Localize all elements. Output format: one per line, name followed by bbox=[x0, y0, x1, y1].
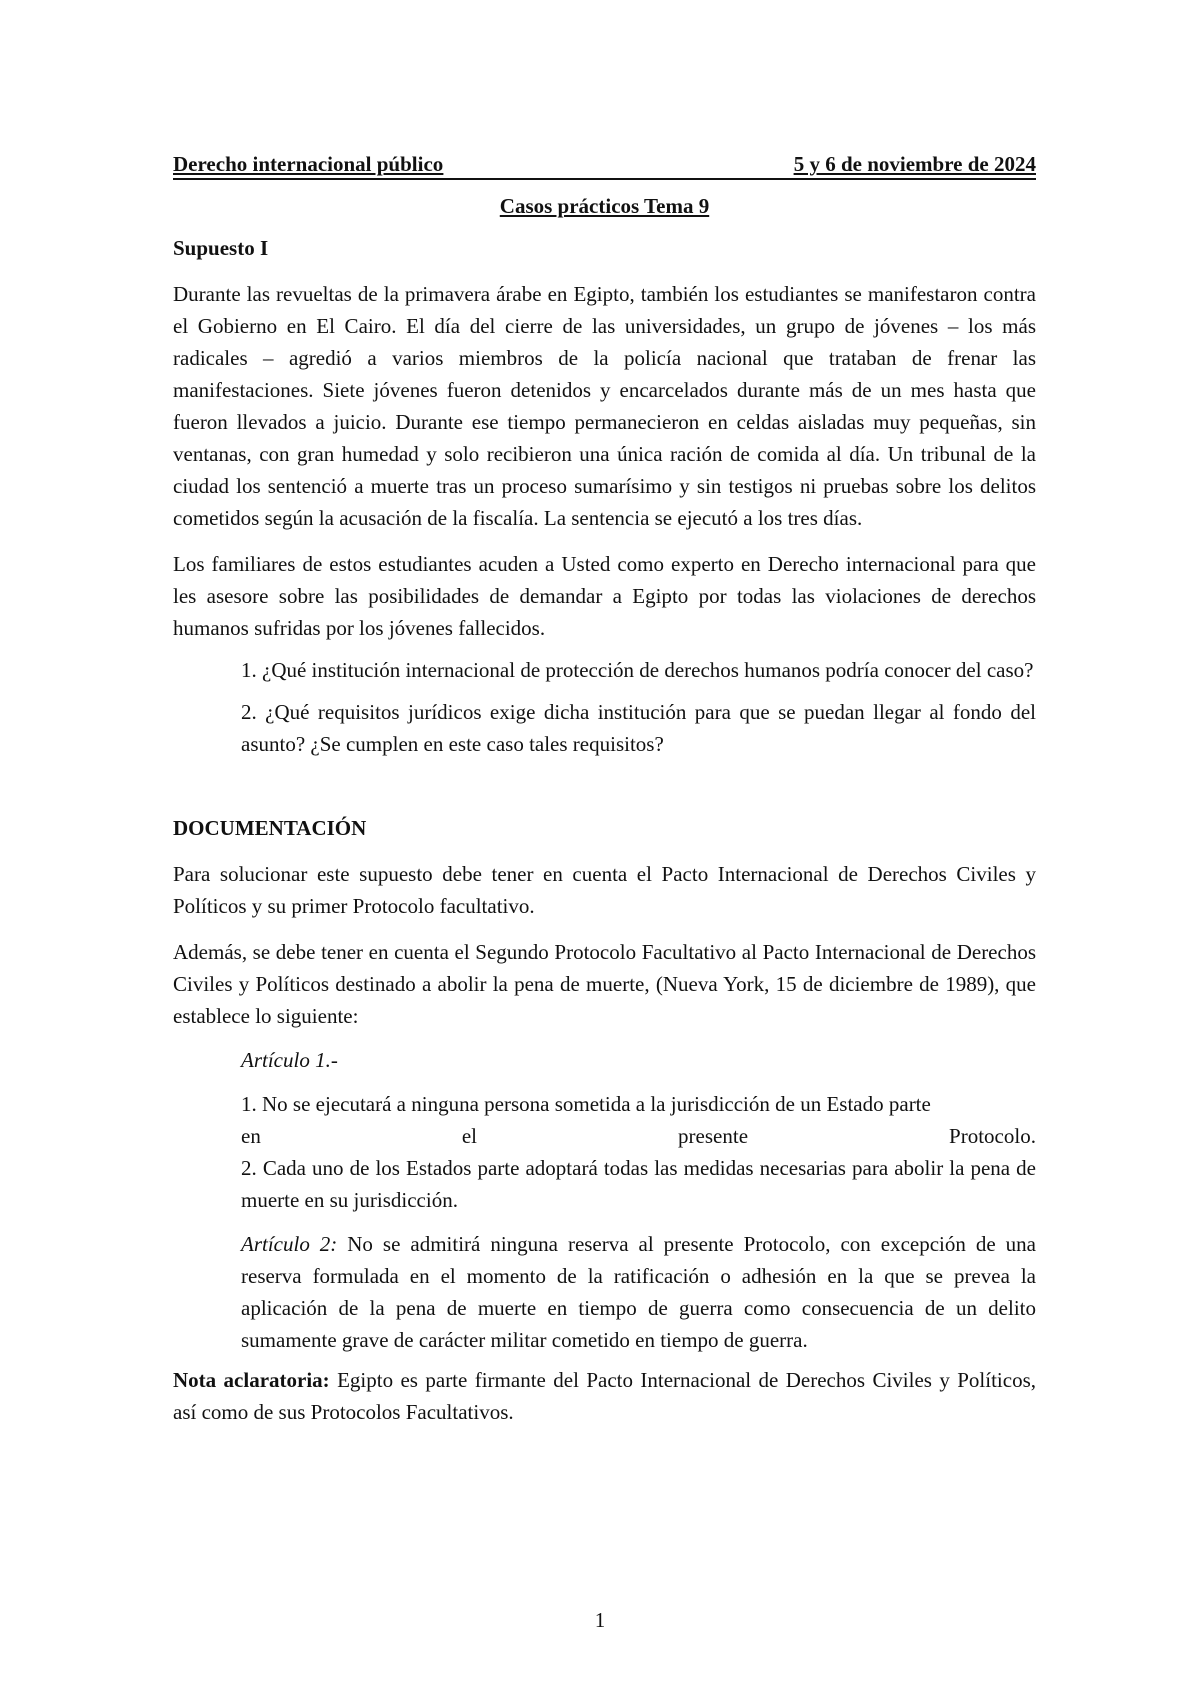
justified-word: en bbox=[241, 1124, 261, 1148]
session-date: 5 y 6 de noviembre de 2024 bbox=[793, 152, 1036, 176]
justified-word: presente bbox=[678, 1124, 749, 1148]
supuesto-heading: Supuesto I bbox=[173, 236, 269, 260]
page-number: 1 bbox=[594, 1608, 606, 1632]
nota-text: Egipto es parte firmante del Pacto Internacional de Derechos Civiles y Políticos, así como de sus Protocolos Facultativos. bbox=[173, 1368, 1036, 1424]
page-title: Casos prácticos Tema 9 bbox=[499, 194, 710, 218]
supuesto-paragraph-1: Durante las revueltas de la primavera árabe en Egipto, también los estudiantes se manifestaron contra el Gobierno en El Cairo. El día del cierre de las universidades, un grupo de jóvenes – los más radicales – agredió a varios miembros de la policía nacional que trataban de frenar las manifestaciones. Siete jóvenes fueron detenidos y encarcelados durante más de un mes hasta que fueron llevados a juicio. Durante ese tiempo permanecieron en celdas aisladas muy pequeñas, sin ventanas, con gran humedad y solo recibieron una única ración de comida al día. Un tribunal de la ciudad los sentenció a muerte tras un proceso sumarísimo y sin testigos ni pruebas sobre los delitos cometidos según la acusación de la fiscalía. La sentencia se ejecutó a los tres días. bbox=[173, 282, 1036, 530]
article-2-text: No se admitirá ninguna reserva al presente Protocolo, con excepción de una reserva formulada en el momento de la ratificación o adhesión en la que se prevea la aplicación de la pena de muerte en tiempo de guerra como consecuencia de un delito sumamente grave de carácter militar cometido en tiempo de guerra. bbox=[241, 1232, 1036, 1352]
question-1: 1. ¿Qué institución internacional de protección de derechos humanos podría conocer del caso? bbox=[241, 658, 1034, 682]
article-1-item-1-line-2 bbox=[241, 1120, 1036, 1152]
documentacion-paragraph-1: Para solucionar este supuesto debe tener en cuenta el Pacto Internacional de Derechos Civiles y Políticos y su primer Protocolo facultativo. bbox=[173, 862, 1036, 918]
documentacion-paragraph-2: Además, se debe tener en cuenta el Segundo Protocolo Facultativo al Pacto Internacional de Derechos Civiles y Políticos destinado a abolir la pena de muerte, (Nueva York, 15 de diciembre de 1989), que establece lo siguiente: bbox=[173, 940, 1036, 1028]
documentacion-heading: DOCUMENTACIÓN bbox=[173, 816, 367, 840]
article-2 bbox=[241, 1228, 1036, 1356]
nota-label: Nota aclaratoria: bbox=[173, 1368, 330, 1392]
question-2: 2. ¿Qué requisitos jurídicos exige dicha institución para que se puedan llegar al fondo del asunto? ¿Se cumplen en este caso tales requisitos? bbox=[241, 700, 1036, 756]
document-header bbox=[173, 150, 1036, 180]
supuesto-paragraph-2: Los familiares de estos estudiantes acuden a Usted como experto en Derecho internacional para que les asesore sobre las posibilidades de demandar a Egipto por todas las violaciones de derechos humanos sufridas por los jóvenes fallecidos. bbox=[173, 552, 1036, 640]
article-2-title: Artículo 2: bbox=[241, 1232, 338, 1256]
article-1-title: Artículo 1.- bbox=[241, 1048, 338, 1072]
justified-word: Protocolo. bbox=[949, 1124, 1036, 1148]
nota-aclaratoria bbox=[173, 1364, 1036, 1428]
article-1-item-2: 2. Cada uno de los Estados parte adoptará todas las medidas necesarias para abolir la pena de muerte en su jurisdicción. bbox=[241, 1156, 1036, 1212]
justified-word: el bbox=[461, 1124, 478, 1148]
document-page bbox=[173, 150, 1036, 1428]
article-block bbox=[241, 1044, 1036, 1356]
course-title: Derecho internacional público bbox=[173, 152, 444, 176]
article-1-item-1-line-1: 1. No se ejecutará a ninguna persona sometida a la jurisdicción de un Estado parte bbox=[241, 1092, 931, 1116]
article-1-item-1 bbox=[241, 1088, 1036, 1216]
